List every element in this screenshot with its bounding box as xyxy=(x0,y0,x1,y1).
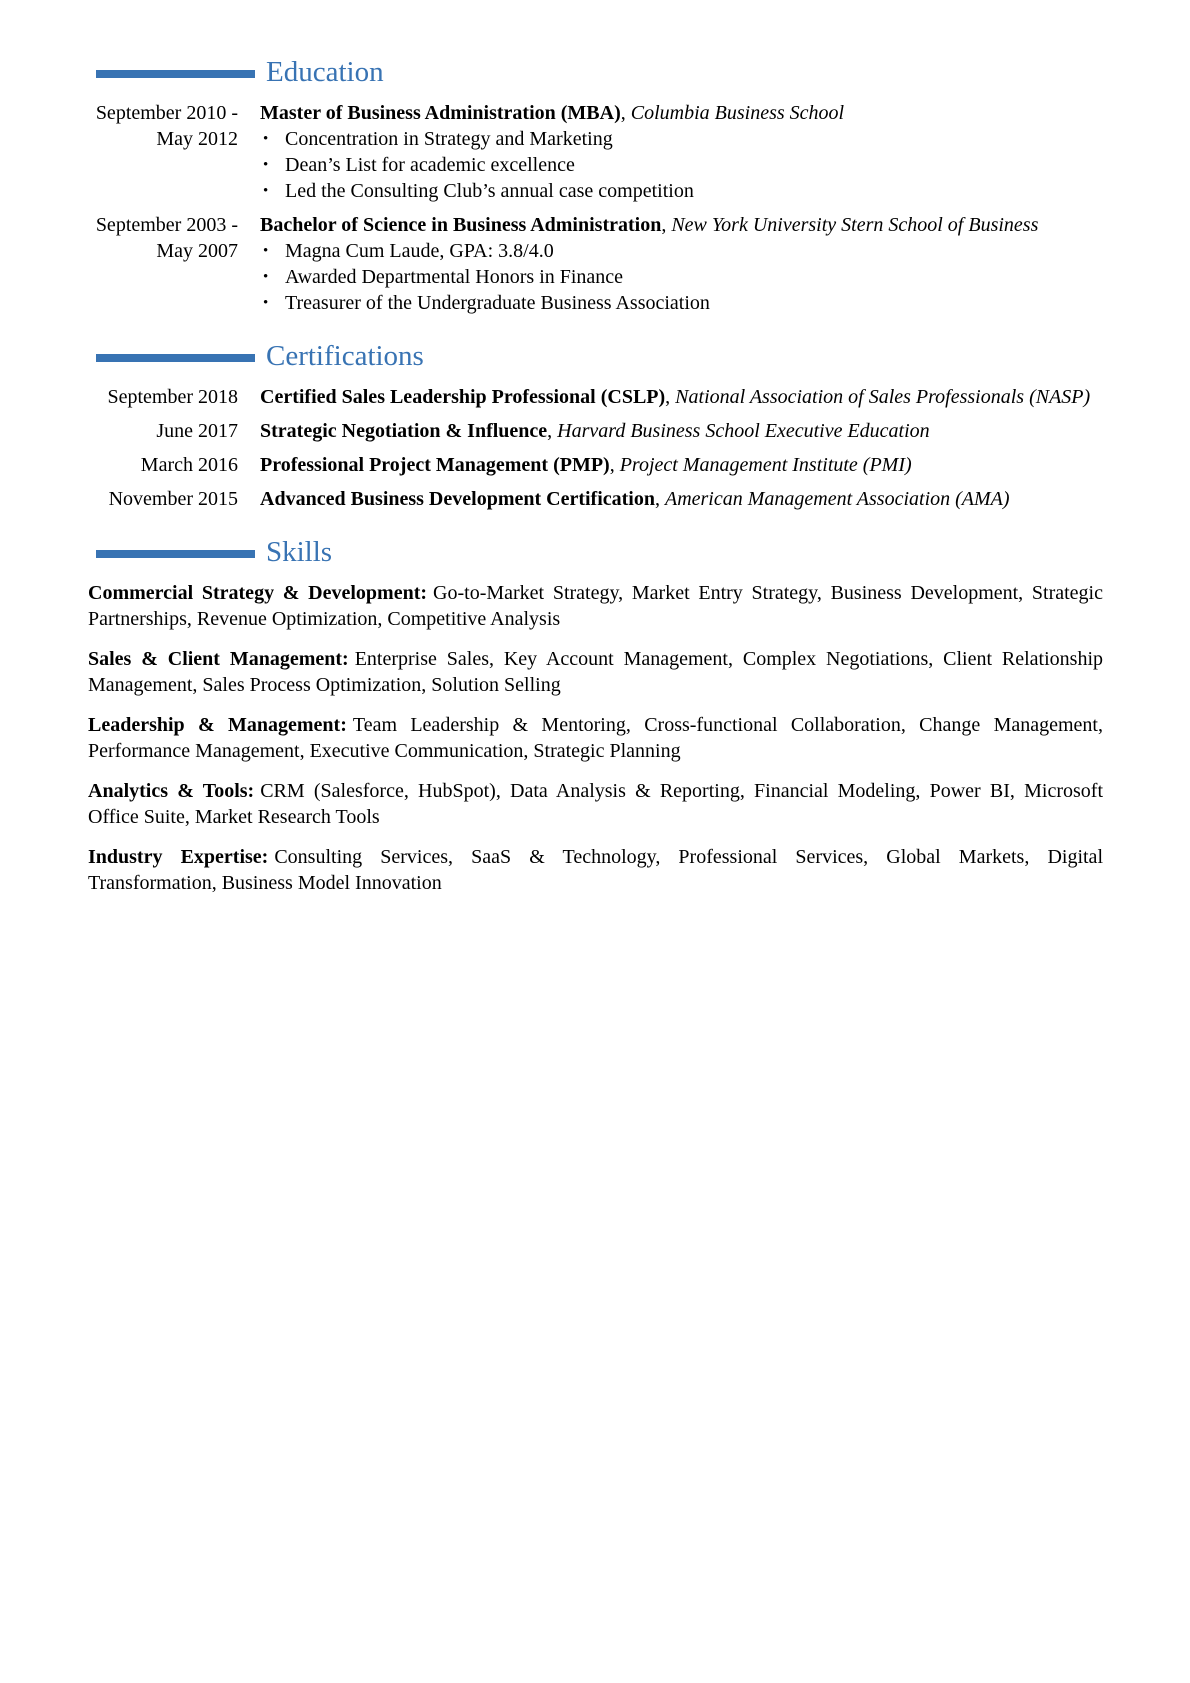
entry-heading xyxy=(260,212,1103,238)
section-rule xyxy=(96,70,255,78)
section-skills xyxy=(88,534,1103,896)
section-title: Skills xyxy=(266,536,333,568)
entry-body xyxy=(260,384,1103,410)
skill-category xyxy=(88,712,1103,764)
issuer-name: National Association of Sales Professionals (NASP) xyxy=(675,386,1091,408)
skill-category-label: Leadership & Management: xyxy=(88,714,347,736)
separator: , xyxy=(661,214,672,236)
section-rule xyxy=(96,354,255,362)
bullet-item: • Dean’s List for academic excellence xyxy=(260,152,1103,178)
skill-category-label: Commercial Strategy & Development: xyxy=(88,582,428,604)
section-header-education xyxy=(88,54,1103,90)
section-rule xyxy=(96,550,255,558)
entry-date: September 2003 - May 2007 xyxy=(95,214,238,262)
bullet-item: • Awarded Departmental Honors in Finance xyxy=(260,264,1103,290)
entry-date: November 2015 xyxy=(108,488,238,510)
skill-items: Enterprise Sales, Key Account Management, Complex Negotiations, Client Relationship Management, Sales Process Optimization, Solution Selling xyxy=(88,648,1103,696)
certification-entry xyxy=(88,486,1103,512)
bullet-item: • Magna Cum Laude, GPA: 3.8/4.0 xyxy=(260,238,1103,264)
institution-name: Columbia Business School xyxy=(630,102,845,124)
entry-body xyxy=(260,452,1103,478)
section-header-certifications xyxy=(88,338,1103,374)
skill-category xyxy=(88,580,1103,632)
degree-title: Bachelor of Science in Business Administration xyxy=(260,214,662,236)
issuer-name: Project Management Institute (PMI) xyxy=(619,454,912,476)
section-certifications xyxy=(88,338,1103,512)
skill-items: CRM (Salesforce, HubSpot), Data Analysis & Reporting, Financial Modeling, Power BI, Microsoft Office Suite, Market Research Tools xyxy=(88,780,1103,828)
skill-category-label: Analytics & Tools: xyxy=(88,780,255,802)
separator: , xyxy=(609,454,620,476)
section-title: Education xyxy=(266,56,384,88)
entry-date: June 2017 xyxy=(156,420,238,442)
entry-heading xyxy=(260,100,1103,126)
certification-entry xyxy=(88,418,1103,444)
skill-category xyxy=(88,646,1103,698)
institution-name: New York University Stern School of Business xyxy=(671,214,1039,236)
bullet-list xyxy=(260,238,1103,316)
certification-entry xyxy=(88,452,1103,478)
certification-name: Certified Sales Leadership Professional (CSLP) xyxy=(260,386,666,408)
certification-name: Advanced Business Development Certification xyxy=(260,488,655,510)
separator: , xyxy=(654,488,665,510)
bullet-list xyxy=(260,126,1103,204)
certification-name: Professional Project Management (PMP) xyxy=(260,454,610,476)
skill-items: Consulting Services, SaaS & Technology, Professional Services, Global Markets, Digital Transformation, Business Model Innovation xyxy=(88,846,1103,894)
bullet-item: • Concentration in Strategy and Marketing xyxy=(260,126,1103,152)
skill-items: Team Leadership & Mentoring, Cross-functional Collaboration, Change Management, Performance Management, Executive Communication, Strategic Planning xyxy=(88,714,1103,762)
education-entry xyxy=(88,212,1103,316)
entry-body xyxy=(260,212,1103,316)
skill-category xyxy=(88,844,1103,896)
bullet-item: • Led the Consulting Club’s annual case competition xyxy=(260,178,1103,204)
issuer-name: Harvard Business School Executive Education xyxy=(557,420,930,442)
entry-date: September 2010 - May 2012 xyxy=(95,102,238,150)
skill-category-label: Sales & Client Management: xyxy=(88,648,349,670)
separator: , xyxy=(547,420,558,442)
separator: , xyxy=(620,102,631,124)
skill-category-label: Industry Expertise: xyxy=(88,846,269,868)
entry-date: September 2018 xyxy=(107,386,238,408)
certification-entry xyxy=(88,384,1103,410)
education-entry xyxy=(88,100,1103,204)
bullet-item: • Treasurer of the Undergraduate Business Association xyxy=(260,290,1103,316)
skill-category xyxy=(88,778,1103,830)
separator: , xyxy=(665,386,676,408)
issuer-name: American Management Association (AMA) xyxy=(664,488,1010,510)
section-education xyxy=(88,54,1103,316)
entry-date: March 2016 xyxy=(140,454,238,476)
entry-body xyxy=(260,418,1103,444)
section-header-skills xyxy=(88,534,1103,570)
degree-title: Master of Business Administration (MBA) xyxy=(260,102,621,124)
entry-body xyxy=(260,486,1103,512)
certification-name: Strategic Negotiation & Influence xyxy=(260,420,548,442)
section-title: Certifications xyxy=(266,340,424,372)
skill-items: Go-to-Market Strategy, Market Entry Strategy, Business Development, Strategic Partnerships, Revenue Optimization, Competitive Analysis xyxy=(88,582,1103,630)
entry-body xyxy=(260,100,1103,204)
